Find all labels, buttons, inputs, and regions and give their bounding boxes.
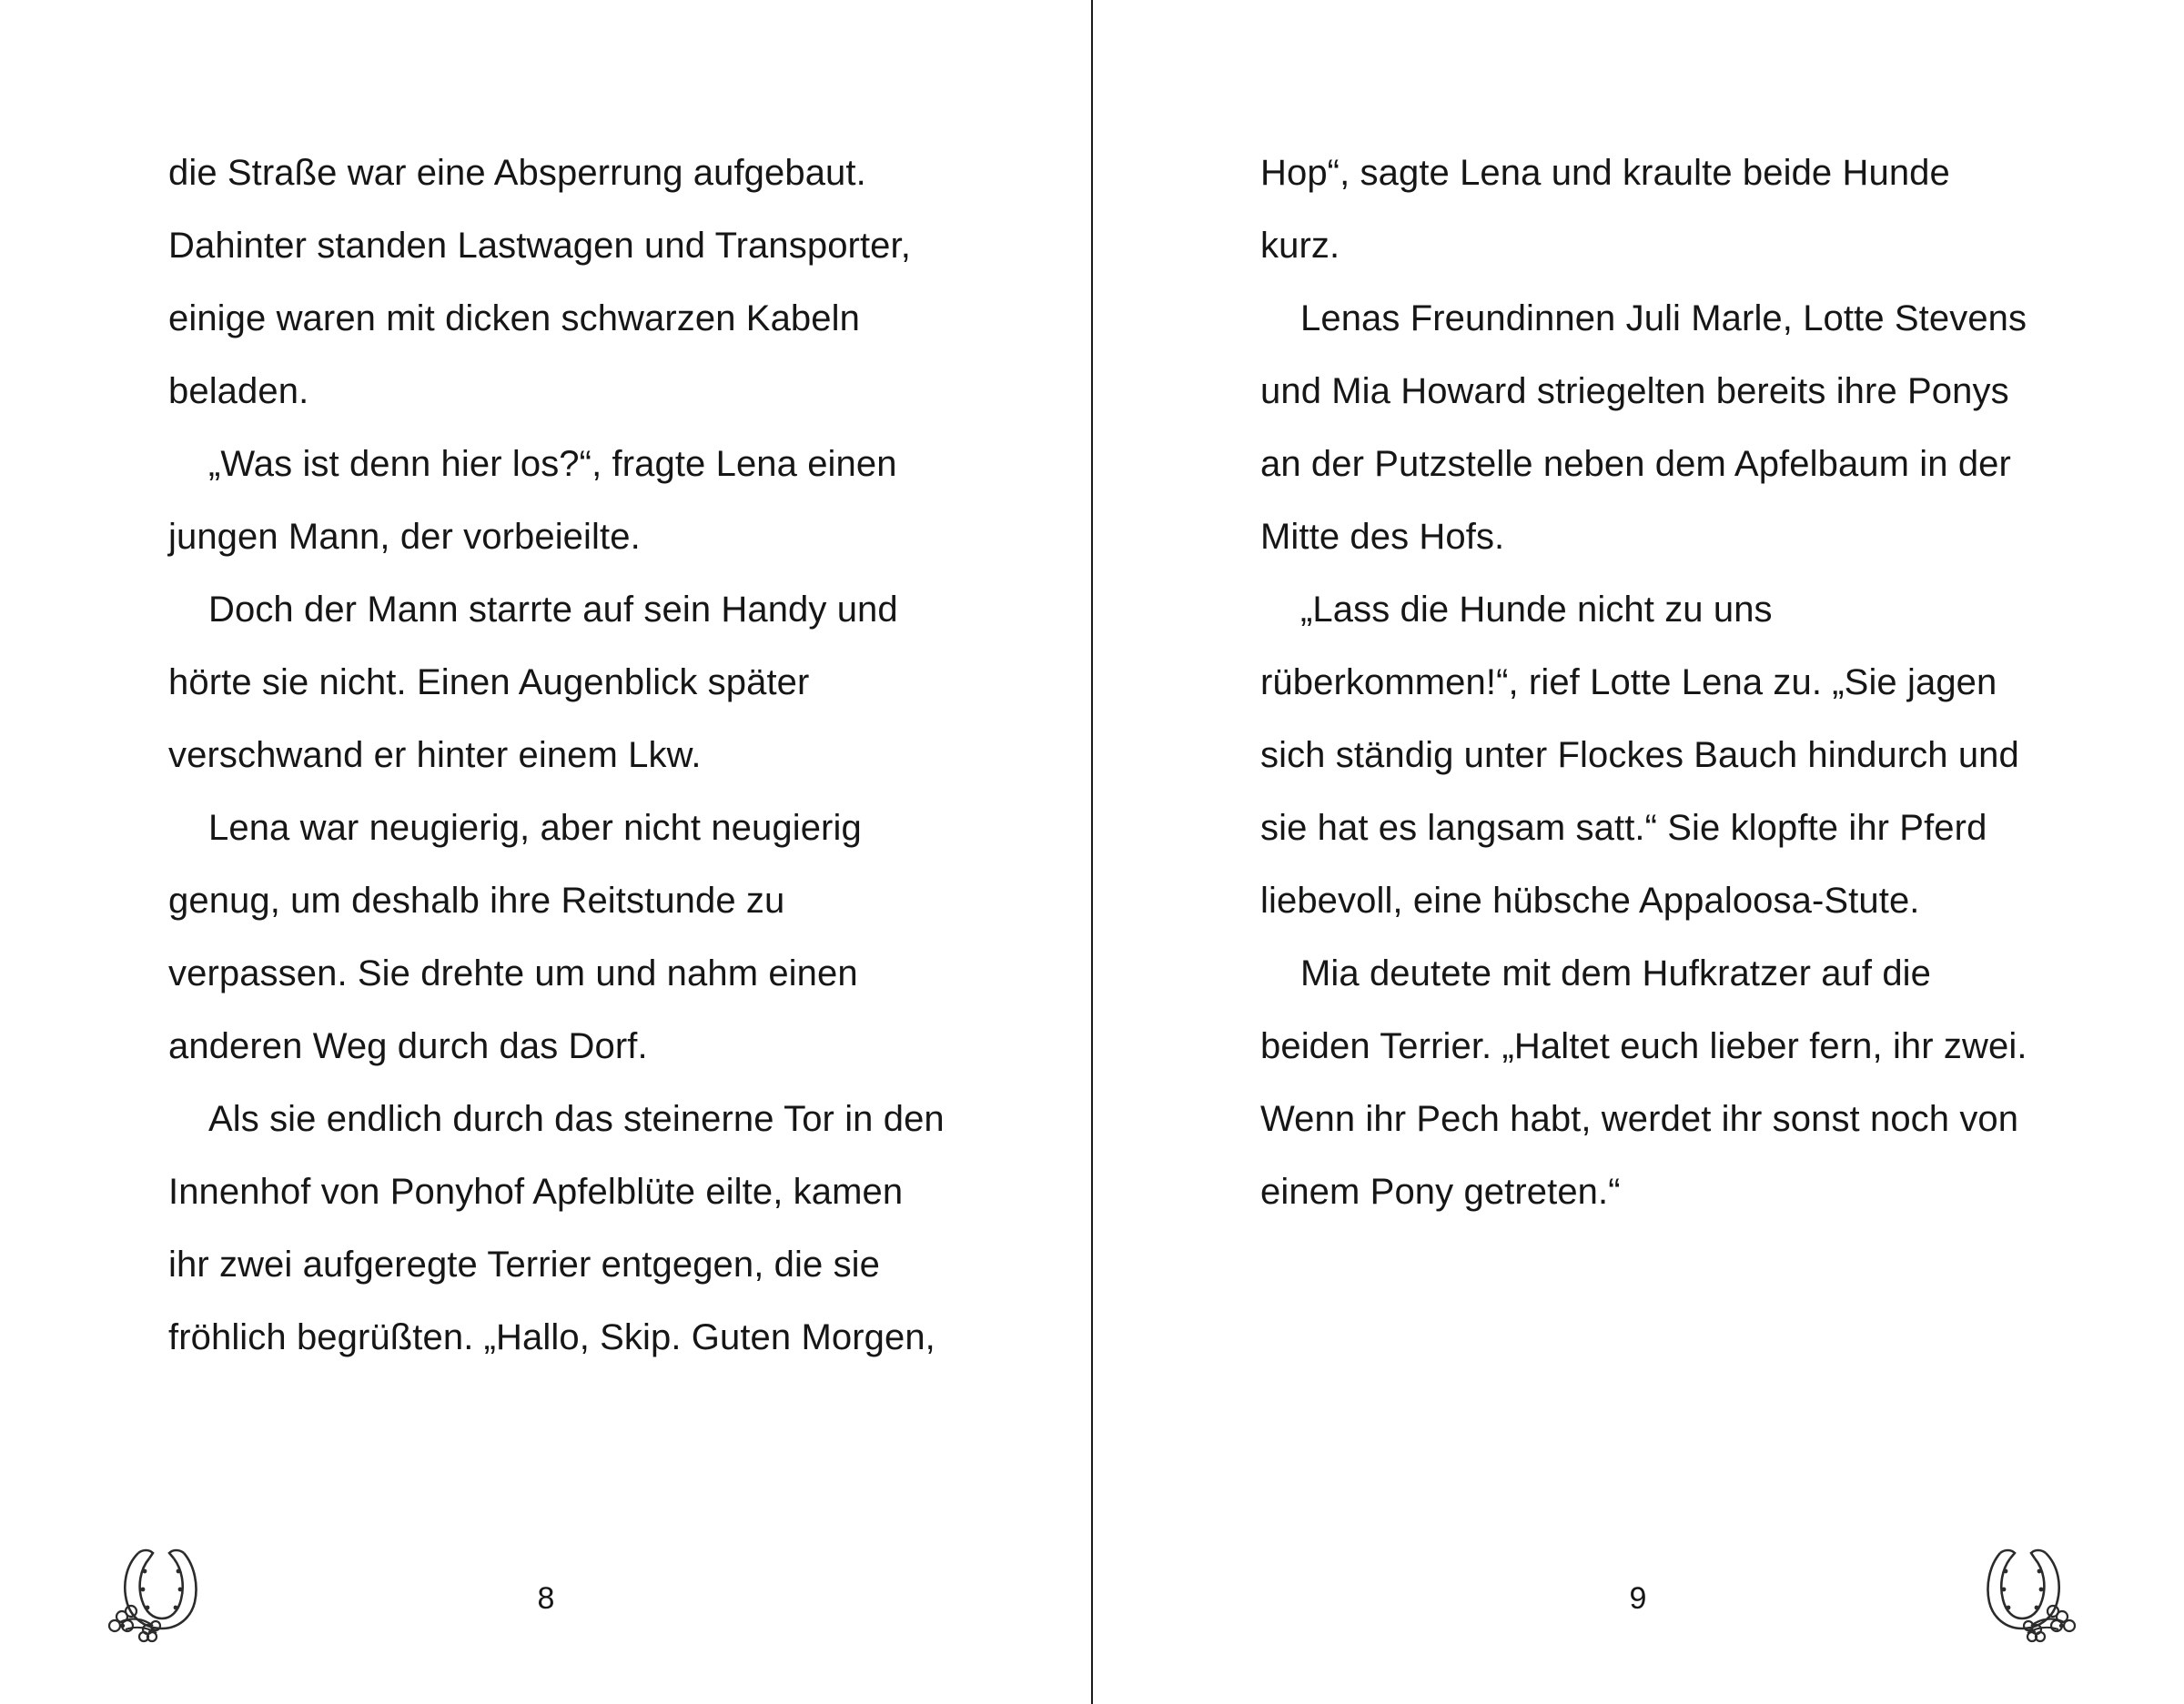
paragraph: „Was ist denn hier los?“, fragte Lena einen jungen Mann, der vorbeieilte.: [168, 444, 897, 557]
page-number: 8: [537, 1581, 555, 1616]
left-page-body: [168, 136, 946, 1374]
right-page: [1092, 0, 2184, 1704]
page-number: 9: [1629, 1581, 1647, 1616]
paragraph: Hop“, sagte Lena und kraulte beide Hunde kurz.: [1260, 153, 1950, 266]
paragraph: Doch der Mann starrte auf sein Handy und hörte sie nicht. Einen Augenblick später verschwand er hinter einem Lkw.: [168, 590, 898, 775]
paragraph: Als sie endlich durch das steinerne Tor in den Innenhof von Ponyhof Apfelblüte eilte, kamen ihr zwei aufgeregte Terrier entgegen, die sie fröhlich begrüßten. „Hallo, Skip. Guten Morgen,: [168, 1099, 945, 1357]
horseshoe-flower-icon: [1947, 1538, 2084, 1648]
paragraph: die Straße war eine Absperrung aufgebaut. Dahinter standen Lastwagen und Transporter, einige waren mit dicken schwarzen Kabeln beladen.: [168, 153, 911, 411]
paragraph: Lena war neugierig, aber nicht neugierig genug, um deshalb ihre Reitstunde zu verpassen. Sie drehte um und nahm einen anderen Weg durch das Dorf.: [168, 808, 862, 1066]
horseshoe-flower-icon: [100, 1538, 237, 1648]
spread-gutter: [1091, 0, 1093, 1704]
paragraph: Mia deutete mit dem Hufkratzer auf die beiden Terrier. „Haltet euch lieber fern, ihr zwei. Wenn ihr Pech habt, werdet ihr sonst noch von einem Pony getreten.“: [1260, 953, 2027, 1212]
right-page-body: [1260, 136, 2038, 1228]
paragraph: Lenas Freundinnen Juli Marle, Lotte Stevens und Mia Howard striegelten bereits ihre Ponys an der Putzstelle neben dem Apfelbaum in der Mitte des Hofs.: [1260, 298, 2027, 557]
paragraph: „Lass die Hunde nicht zu uns rüberkommen!“, rief Lotte Lena zu. „Sie jagen sich ständig unter Flockes Bauch hindurch und sie hat es langsam satt.“ Sie klopfte ihr Pferd liebevoll, eine hübsche Appaloosa-Stute.: [1260, 590, 2019, 921]
